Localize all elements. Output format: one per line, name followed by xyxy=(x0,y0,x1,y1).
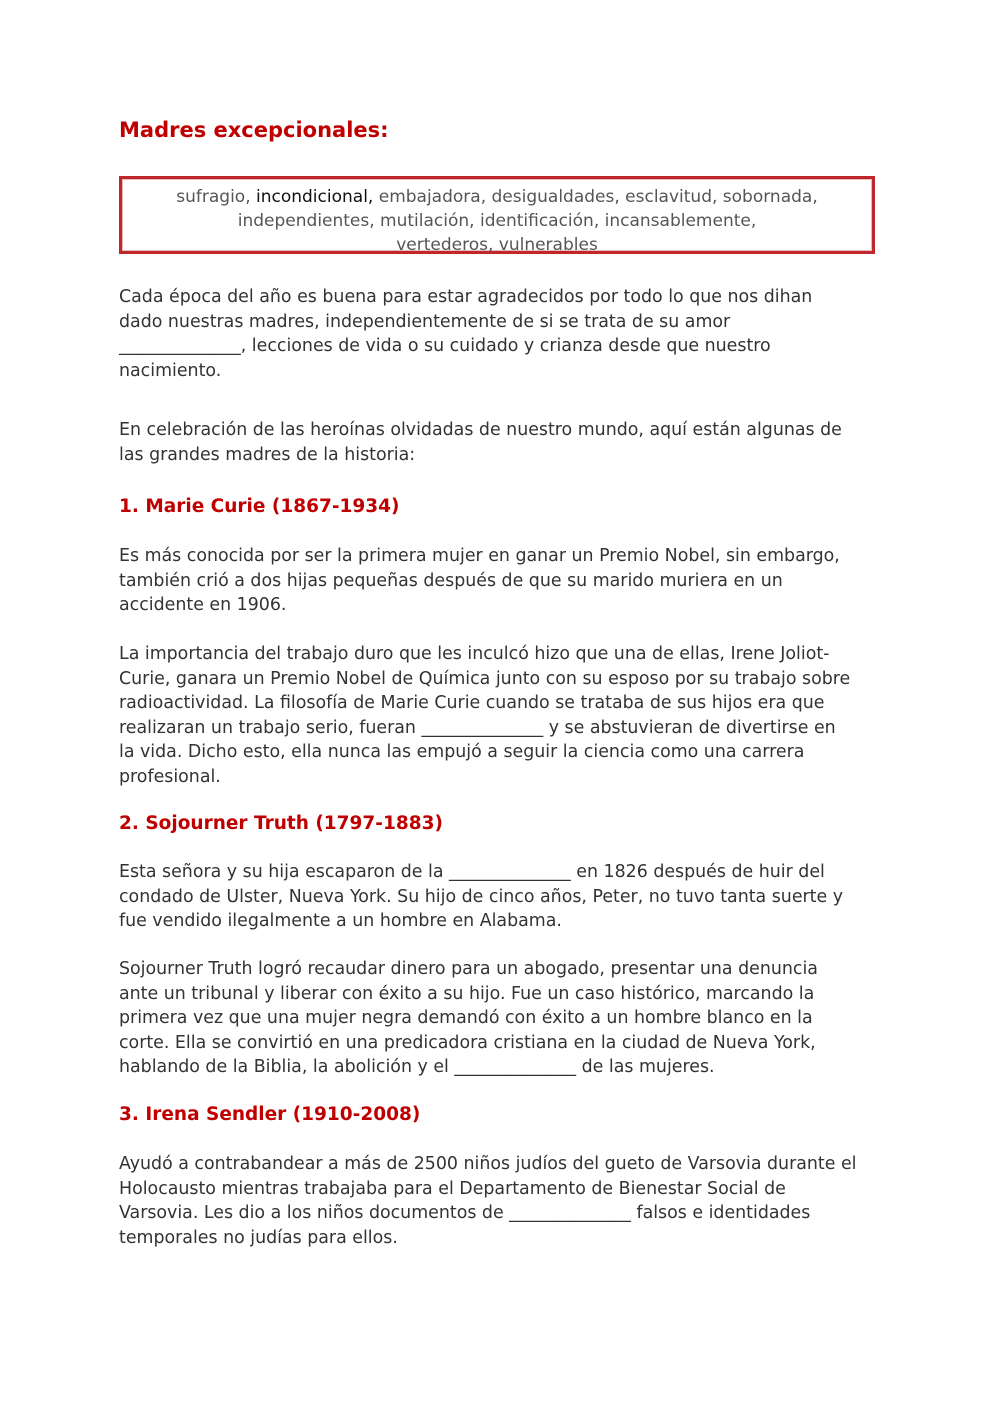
text-line: la vida. Dicho esto, ella nunca las empujó a seguir la ciencia como una carrera xyxy=(119,742,805,762)
text-line: Es más conocida por ser la primera mujer en ganar un Premio Nobel, sin embargo, xyxy=(119,546,840,566)
word-bank-highlight: incondicional, xyxy=(256,187,374,207)
section-heading-sojourner-truth: 2. Sojourner Truth (1797-1883) xyxy=(119,813,443,834)
text-line: fue vendido ilegalmente a un hombre en Alabama. xyxy=(119,911,562,931)
text-line: ______________, lecciones de vida o su cuidado y crianza desde que nuestro xyxy=(119,336,771,356)
word-bank-line-2: independientes, mutilación, identificación, incansablemente, xyxy=(237,211,757,231)
word-bank-line-3: vertederos, vulnerables xyxy=(396,235,598,255)
text-line: radioactividad. La filosofía de Marie Curie cuando se trataba de sus hijos era que xyxy=(119,693,825,713)
text-line: también crió a dos hijas pequeñas después de que su marido muriera en un xyxy=(119,570,783,591)
sojourner-truth-paragraph-1 xyxy=(119,860,843,934)
section-heading-irena-sendler: 3. Irena Sendler (1910-2008) xyxy=(119,1104,421,1125)
text-line: condado de Ulster, Nueva York. Su hijo de cinco años, Peter, no tuvo tanta suerte y xyxy=(119,886,844,907)
section-heading-marie-curie: 1. Marie Curie (1867-1934) xyxy=(119,496,400,517)
text-line: ante un tribunal y liberar con éxito a su hijo. Fue un caso histórico, marcando la xyxy=(119,983,815,1004)
text-line: Curie, ganara un Premio Nobel de Química junto con su esposo por su trabajo sobre xyxy=(119,668,851,689)
text-line: accidente en 1906. xyxy=(119,595,287,615)
sojourner-truth-paragraph-2 xyxy=(119,957,818,1080)
word-bank-line-1 xyxy=(122,185,872,209)
text-line: Sojourner Truth logró recaudar dinero para un abogado, presentar una denuncia xyxy=(119,959,818,979)
text-line: La importancia del trabajo duro que les inculcó hizo que una de ellas, Irene Joliot- xyxy=(119,644,830,664)
marie-curie-paragraph-1 xyxy=(119,544,840,618)
text-line: Esta señora y su hija escaparon de la ______________ en 1826 después de huir del xyxy=(119,862,825,882)
intro-paragraph-2 xyxy=(119,418,842,467)
word-bank-box xyxy=(119,176,875,254)
irena-sendler-paragraph-1 xyxy=(119,1152,856,1250)
text-line: hablando de la Biblia, la abolición y el ______________ de las mujeres. xyxy=(119,1057,715,1077)
word-bank-text: sufragio, xyxy=(176,187,256,207)
intro-paragraph-1 xyxy=(119,285,812,383)
text-line: primera vez que una mujer negra demandó con éxito a un hombre blanco en la xyxy=(119,1008,813,1028)
text-line: temporales no judías para ellos. xyxy=(119,1227,398,1248)
text-line: Holocausto mientras trabajaba para el Departamento de Bienestar Social de xyxy=(119,1178,786,1199)
text-line: profesional. xyxy=(119,766,221,787)
text-line: dado nuestras madres, independientemente de si se trata de su amor xyxy=(119,311,731,332)
text-line: Cada época del año es buena para estar agradecidos por todo lo que nos dihan xyxy=(119,287,813,307)
text-line: Varsovia. Les dio a los niños documentos de ______________ falsos e identidades xyxy=(119,1203,811,1223)
text-line: corte. Ella se convirtió en una predicadora cristiana en la ciudad de Nueva York, xyxy=(119,1032,816,1053)
text-line: nacimiento. xyxy=(119,360,222,381)
text-line: realizaran un trabajo serio, fueran ______________ y se abstuvieran de divertirse en xyxy=(119,717,836,738)
text-line: Ayudó a contrabandear a más de 2500 niños judíos del gueto de Varsovia durante el xyxy=(119,1154,857,1174)
page-title: Madres excepcionales: xyxy=(119,118,389,142)
text-line: En celebración de las heroínas olvidadas de nuestro mundo, aquí están algunas de xyxy=(119,420,842,440)
text-line: las grandes madres de la historia: xyxy=(119,444,416,465)
marie-curie-paragraph-2 xyxy=(119,642,850,789)
word-bank-text: embajadora, desigualdades, esclavitud, sobornada, xyxy=(373,187,818,207)
